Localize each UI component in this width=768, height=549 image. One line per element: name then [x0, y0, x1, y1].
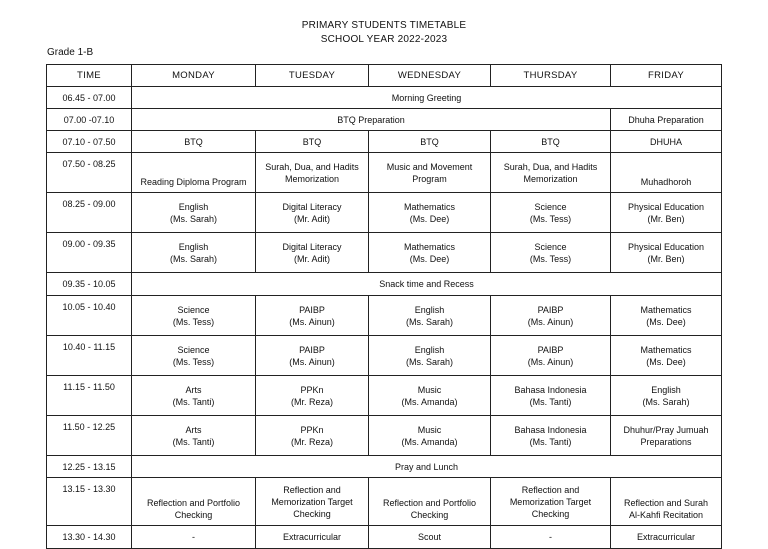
subject-line: Checking: [293, 508, 331, 519]
subject-name: PAIBP: [299, 344, 325, 355]
wednesday-cell: [369, 478, 491, 526]
wednesday-cell: [369, 193, 491, 233]
teacher-name: (Ms. Tess): [172, 356, 215, 367]
time-cell: 13.15 - 13.30: [47, 478, 132, 526]
title-line-2: SCHOOL YEAR 2022-2023: [320, 34, 448, 45]
time-cell: 06.45 - 07.00: [47, 87, 132, 109]
teacher-name: (Mr. Reza): [290, 436, 333, 447]
teacher-name: (Ms. Dee): [409, 213, 450, 224]
teacher-name: (Mr. Ben): [647, 253, 685, 264]
teacher-name: (Ms. Dee): [409, 253, 450, 264]
column-header-monday: MONDAY: [132, 65, 256, 87]
subject-name: English: [414, 344, 445, 355]
teacher-name: (Mr. Adit): [293, 253, 330, 264]
subject-line: Al-Kahfi Recitation: [628, 510, 704, 520]
monday-cell: [132, 336, 256, 376]
time-cell: 09.00 - 09.35: [47, 233, 132, 273]
monday-cell: [132, 416, 256, 456]
table-row: [47, 193, 722, 233]
time-cell: 08.25 - 09.00: [47, 193, 132, 233]
wednesday-cell: [369, 296, 491, 336]
wednesday-cell: BTQ: [369, 131, 491, 153]
teacher-name: (Ms. Ainun): [289, 356, 335, 367]
teacher-name: (Ms. Tess): [529, 213, 572, 224]
subject-name: PAIBP: [299, 304, 325, 315]
subject-line: Reflection and: [283, 484, 341, 495]
time-cell: 10.05 - 10.40: [47, 296, 132, 336]
table-row: [47, 296, 722, 336]
subject-line: Checking: [410, 510, 449, 520]
subject-name: English: [651, 384, 681, 395]
teacher-name: (Ms. Ainun): [289, 316, 335, 327]
tuesday-cell: [256, 296, 369, 336]
subject-line: Memorization Target: [509, 496, 592, 507]
teacher-name: (Ms. Amanda): [401, 396, 458, 407]
subject-name: Mathematics: [640, 344, 692, 355]
teacher-name: (Ms. Amanda): [401, 436, 458, 447]
tuesday-cell: [256, 416, 369, 456]
time-cell: 12.25 - 13.15: [47, 456, 132, 478]
thursday-cell: [491, 233, 611, 273]
column-header-wednesday: WEDNESDAY: [369, 65, 491, 87]
tuesday-cell: [256, 193, 369, 233]
column-header-thursday: THURSDAY: [491, 65, 611, 87]
monday-cell: [132, 376, 256, 416]
tuesday-cell: [256, 376, 369, 416]
teacher-name: (Ms. Ainun): [527, 356, 574, 367]
tuesday-cell: [256, 336, 369, 376]
subject-line: Dhuhur/Pray Jumuah: [623, 424, 709, 435]
subject-name: Physical Education: [627, 241, 705, 252]
table-row: [47, 376, 722, 416]
subject-line: Reflection and Surah: [623, 498, 709, 508]
monday-cell: BTQ: [132, 131, 256, 153]
wednesday-cell: [369, 336, 491, 376]
monday-cell: [132, 233, 256, 273]
monday-cell: -: [132, 526, 256, 549]
subject-line: Memorization: [523, 173, 578, 184]
subject-line: Surah, Dua, and Hadits: [265, 161, 359, 172]
time-cell: 10.40 - 11.15: [47, 336, 132, 376]
wednesday-cell: Scout: [369, 526, 491, 549]
friday-cell: Dhuha Preparation: [611, 109, 722, 131]
time-cell: 09.35 - 10.05: [47, 273, 132, 296]
subject-name: Digital Literacy: [282, 241, 342, 252]
tuesday-cell: BTQ: [256, 131, 369, 153]
teacher-name: (Mr. Adit): [293, 213, 330, 224]
table-row: [47, 109, 722, 131]
thursday-cell: [491, 376, 611, 416]
time-cell: 07.00 -07.10: [47, 109, 132, 131]
monday-cell: [132, 193, 256, 233]
subject-name: Arts: [185, 424, 202, 435]
table-row: [47, 273, 722, 296]
subject-name: Science: [534, 241, 567, 252]
friday-cell: Muhadhoroh: [611, 153, 722, 193]
teacher-name: (Ms. Dee): [646, 316, 686, 327]
teacher-name: (Ms. Tanti): [529, 436, 572, 447]
table-row: [47, 153, 722, 193]
table-row: [47, 233, 722, 273]
subject-name: Music: [417, 424, 442, 435]
subject-name: Science: [534, 201, 567, 212]
friday-cell: Extracurricular: [611, 526, 722, 549]
subject-name: Science: [177, 304, 210, 315]
teacher-name: (Ms. Sarah): [169, 213, 217, 224]
table-row: [47, 87, 722, 109]
table-row: [47, 478, 722, 526]
column-header-time: TIME: [47, 65, 132, 87]
wednesday-cell: [369, 233, 491, 273]
timetable: [46, 64, 722, 549]
table-row: [47, 336, 722, 376]
subject-line: Memorization: [284, 173, 340, 184]
subject-line: Checking: [531, 508, 570, 519]
friday-cell: [611, 478, 722, 526]
activity-span-cell: Snack time and Recess: [132, 273, 722, 296]
table-row: [47, 526, 722, 549]
wednesday-cell: [369, 416, 491, 456]
thursday-cell: BTQ: [491, 131, 611, 153]
teacher-name: (Ms. Tanti): [529, 396, 572, 407]
thursday-cell: -: [491, 526, 611, 549]
thursday-cell: [491, 416, 611, 456]
subject-name: English: [178, 201, 209, 212]
monday-cell: Reading Diploma Program: [132, 153, 256, 193]
column-header-friday: FRIDAY: [611, 65, 722, 87]
subject-name: Digital Literacy: [282, 201, 342, 212]
subject-line: Checking: [174, 510, 213, 520]
subject-name: Physical Education: [627, 201, 705, 212]
wednesday-cell: [369, 376, 491, 416]
table-row: [47, 456, 722, 478]
subject-line: Preparations: [640, 436, 692, 447]
teacher-name: (Ms. Sarah): [169, 253, 217, 264]
teacher-name: (Ms. Sarah): [642, 396, 690, 407]
tuesday-cell: [256, 478, 369, 526]
friday-cell: DHUHA: [611, 131, 722, 153]
teacher-name: (Ms. Tess): [529, 253, 572, 264]
teacher-name: (Ms. Tess): [172, 316, 215, 327]
grade-label: Grade 1-B: [47, 47, 94, 58]
friday-cell: [611, 416, 722, 456]
subject-name: PPKn: [300, 424, 324, 435]
subject-name: Mathematics: [640, 304, 692, 315]
activity-span-cell: Morning Greeting: [132, 87, 722, 109]
thursday-cell: [491, 296, 611, 336]
thursday-cell: [491, 336, 611, 376]
timetable-title: [0, 19, 768, 47]
subject-name: Arts: [185, 384, 202, 395]
time-cell: 11.50 - 12.25: [47, 416, 132, 456]
time-cell: 07.10 - 07.50: [47, 131, 132, 153]
activity-span-cell: BTQ Preparation: [132, 109, 611, 131]
friday-cell: [611, 336, 722, 376]
time-cell: 13.30 - 14.30: [47, 526, 132, 549]
subject-name: Music: [417, 384, 442, 395]
tuesday-cell: [256, 233, 369, 273]
teacher-name: (Ms. Sarah): [405, 356, 453, 367]
subject-name: PAIBP: [537, 304, 564, 315]
subject-line: Reflection and Portfolio: [146, 498, 241, 508]
time-cell: 07.50 - 08.25: [47, 153, 132, 193]
subject-name: Bahasa Indonesia: [514, 384, 587, 395]
subject-line: Music and Movement: [386, 161, 473, 172]
time-cell: 11.15 - 11.50: [47, 376, 132, 416]
table-row: [47, 131, 722, 153]
thursday-cell: [491, 153, 611, 193]
table-row: [47, 416, 722, 456]
activity-span-cell: Pray and Lunch: [132, 456, 722, 478]
subject-name: PAIBP: [537, 344, 564, 355]
teacher-name: (Ms. Sarah): [405, 316, 453, 327]
subject-line: Memorization Target: [271, 496, 353, 507]
subject-name: PPKn: [300, 384, 324, 395]
tuesday-cell: Extracurricular: [256, 526, 369, 549]
monday-cell: [132, 296, 256, 336]
teacher-name: (Ms. Tanti): [172, 436, 215, 447]
subject-name: English: [178, 241, 209, 252]
column-header-tuesday: TUESDAY: [256, 65, 369, 87]
friday-cell: [611, 296, 722, 336]
subject-name: Science: [177, 344, 210, 355]
friday-cell: [611, 376, 722, 416]
tuesday-cell: [256, 153, 369, 193]
subject-line: Reflection and: [521, 484, 580, 495]
subject-name: English: [414, 304, 445, 315]
thursday-cell: [491, 193, 611, 233]
friday-cell: [611, 193, 722, 233]
subject-line: Surah, Dua, and Hadits: [503, 161, 598, 172]
subject-line: Reflection and Portfolio: [382, 498, 477, 508]
monday-cell: [132, 478, 256, 526]
title-line-1: PRIMARY STUDENTS TIMETABLE: [301, 20, 467, 31]
friday-cell: [611, 233, 722, 273]
teacher-name: (Mr. Reza): [290, 396, 333, 407]
thursday-cell: [491, 478, 611, 526]
subject-line: Program: [412, 173, 447, 184]
subject-name: Mathematics: [403, 241, 456, 252]
subject-name: Mathematics: [403, 201, 456, 212]
wednesday-cell: [369, 153, 491, 193]
header-row: [47, 65, 722, 87]
teacher-name: (Mr. Ben): [647, 213, 685, 224]
teacher-name: (Ms. Ainun): [527, 316, 574, 327]
teacher-name: (Ms. Dee): [646, 356, 686, 367]
subject-name: Bahasa Indonesia: [514, 424, 587, 435]
teacher-name: (Ms. Tanti): [172, 396, 215, 407]
